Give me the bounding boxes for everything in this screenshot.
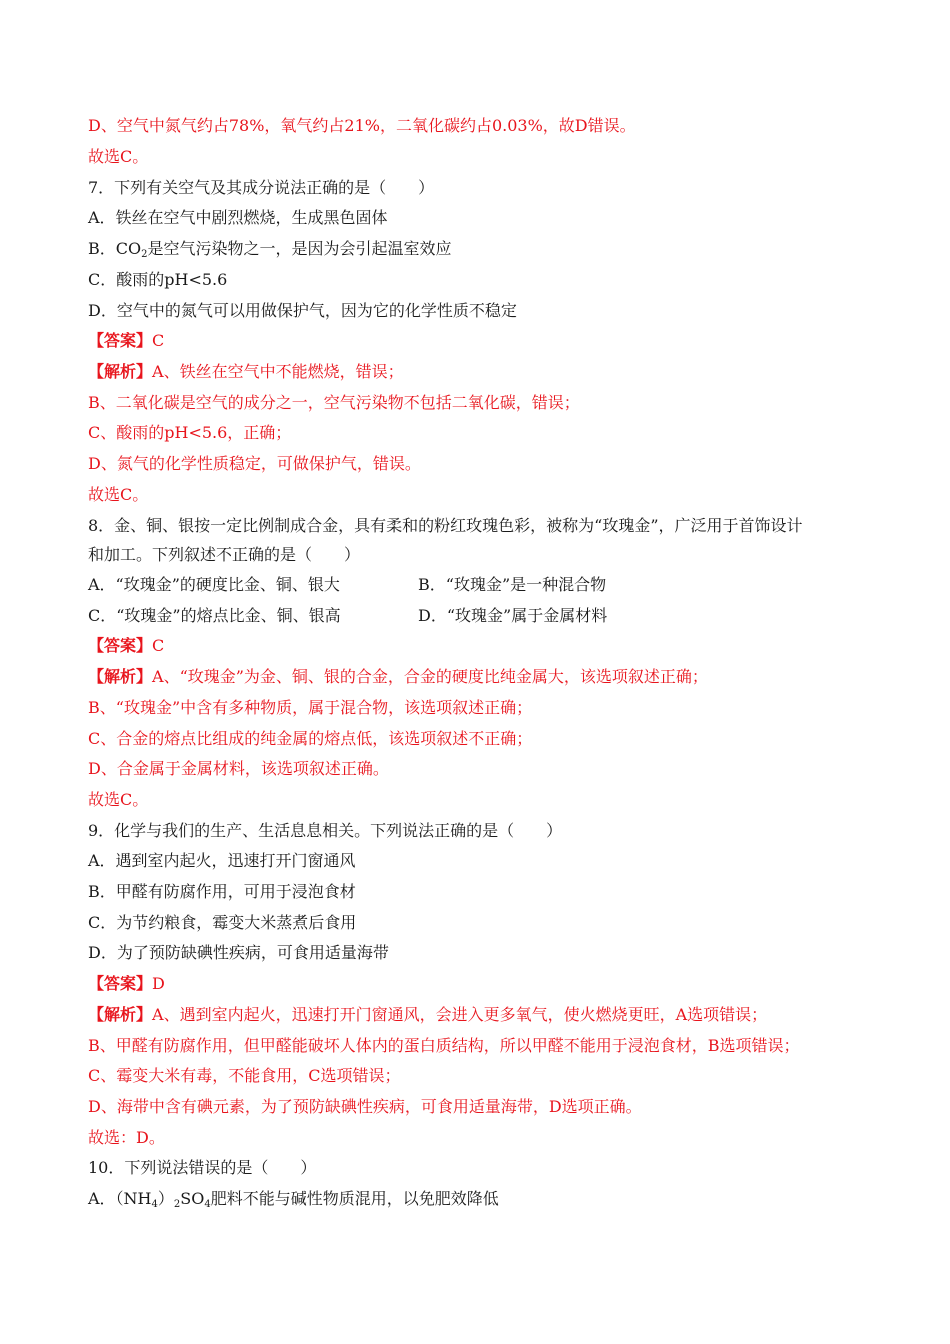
q8-analysis-c: C、合金的熔点比组成的纯金属的熔点低，该选项叙述不正确； [88, 729, 533, 748]
q9-conclusion: 故选：D。 [88, 1128, 165, 1147]
q10-option-a-so: SO [180, 1189, 205, 1208]
q8-stem-line1: 8．金、铜、银按一定比例制成合金，具有柔和的粉红玫瑰色彩，被称为“玫瑰金”，广泛用于首饰设计 [88, 516, 803, 535]
q7-option-d: D．空气中的氮气可以用做保护气，因为它的化学性质不稳定 [88, 301, 517, 320]
q10-option-a-pre: A．（NH [88, 1189, 152, 1208]
q10-stem: 10．下列说法错误的是（ ） [88, 1158, 317, 1177]
analysis-tag: 【解析】 [88, 667, 153, 686]
q8-analysis-a [88, 665, 860, 689]
q10-option-a-post: 肥料不能与碱性物质混用，以免肥效降低 [210, 1189, 499, 1208]
q7-option-b-pre: B．CO [88, 239, 142, 258]
q7-answer [88, 329, 860, 353]
q7-analysis-c: C、酸雨的pH<5.6，正确； [88, 423, 292, 442]
q9-option-a: A．遇到室内起火，迅速打开门窗通风 [88, 851, 356, 870]
q8-answer [88, 634, 860, 658]
q7-analysis-a [88, 360, 860, 384]
answer-tag: 【答案】 [88, 974, 153, 993]
answer-value: D [152, 974, 165, 993]
q8-option-c: C．“玫瑰金”的熔点比金、铜、银高 [88, 606, 341, 625]
q8-analysis-b: B、“玫瑰金”中含有多种物质，属于混合物，该选项叙述正确； [88, 698, 533, 717]
analysis-text: A、铁丝在空气中不能燃烧，错误； [152, 362, 404, 381]
analysis-tag: 【解析】 [88, 362, 153, 381]
analysis-tag: 【解析】 [88, 1005, 153, 1024]
q8-option-a: A．“玫瑰金”的硬度比金、铜、银大 [88, 575, 340, 594]
q9-option-c: C．为节约粮食，霉变大米蒸煮后食用 [88, 913, 357, 932]
answer-tag: 【答案】 [88, 636, 153, 655]
q9-analysis-a [88, 1003, 860, 1027]
q7-option-b-sub: 2 [141, 249, 148, 260]
q8-conclusion: 故选C。 [88, 790, 149, 809]
q7-option-c: C．酸雨的pH<5.6 [88, 270, 228, 289]
q10-option-a-mid: ） [157, 1189, 174, 1208]
q8-options-row2 [88, 604, 860, 628]
q8-options-row1 [88, 573, 860, 597]
answer-value: C [152, 331, 165, 350]
q9-stem: 9．化学与我们的生产、生活息息相关。下列说法正确的是（ ） [88, 821, 563, 840]
q9-option-b: B．甲醛有防腐作用，可用于浸泡食材 [88, 882, 356, 901]
q7-analysis-b: B、二氧化碳是空气的成分之一，空气污染物不包括二氧化碳，错误； [88, 393, 580, 412]
q8-stem-line2: 和加工。下列叙述不正确的是（ ） [88, 545, 361, 564]
q7-stem: 7．下列有关空气及其成分说法正确的是（ ） [88, 178, 435, 197]
q8-analysis-d: D、合金属于金属材料，该选项叙述正确。 [88, 759, 389, 778]
q7-option-a: A．铁丝在空气中剧烈燃烧，生成黑色固体 [88, 208, 388, 227]
q9-analysis-b: B、甲醛有防腐作用，但甲醛能破坏人体内的蛋白质结构，所以甲醛不能用于浸泡食材，B选项错误； [88, 1036, 800, 1055]
q8-option-b: B．“玫瑰金”是一种混合物 [418, 575, 607, 594]
q10-sub-1: 4 [151, 1199, 158, 1210]
q8-option-d: D．“玫瑰金”属于金属材料 [418, 606, 608, 625]
q10-sub-2: 2 [173, 1199, 181, 1210]
analysis-text: A、“玫瑰金”为金、铜、银的合金，合金的硬度比纯金属大，该选项叙述正确； [152, 667, 708, 686]
answer-tag: 【答案】 [88, 331, 153, 350]
q7-conclusion: 故选C。 [88, 485, 149, 504]
q7-option-b-post: 是空气污染物之一，是因为会引起温室效应 [147, 239, 452, 258]
q6-conclusion: 故选C。 [88, 147, 149, 166]
q9-answer [88, 972, 860, 996]
q7-analysis-d: D、氮气的化学性质稳定，可做保护气，错误。 [88, 454, 421, 473]
analysis-text: A、遇到室内起火，迅速打开门窗通风，会进入更多氧气，使火燃烧更旺，A选项错误； [152, 1005, 768, 1024]
q9-analysis-d: D、海带中含有碘元素，为了预防缺碘性疾病，可食用适量海带，D选项正确。 [88, 1097, 642, 1116]
q9-option-d: D．为了预防缺碘性疾病，可食用适量海带 [88, 943, 389, 962]
q10-sub-3: 4 [204, 1199, 211, 1210]
q7-option-b [88, 237, 860, 261]
q6-analysis-d: D、空气中氮气约占78%，氧气约占21%，二氧化碳约占0.03%，故D错误。 [88, 116, 636, 135]
answer-value: C [152, 636, 165, 655]
q9-analysis-c: C、霉变大米有毒，不能食用，C选项错误； [88, 1066, 401, 1085]
q10-option-a [88, 1187, 860, 1211]
